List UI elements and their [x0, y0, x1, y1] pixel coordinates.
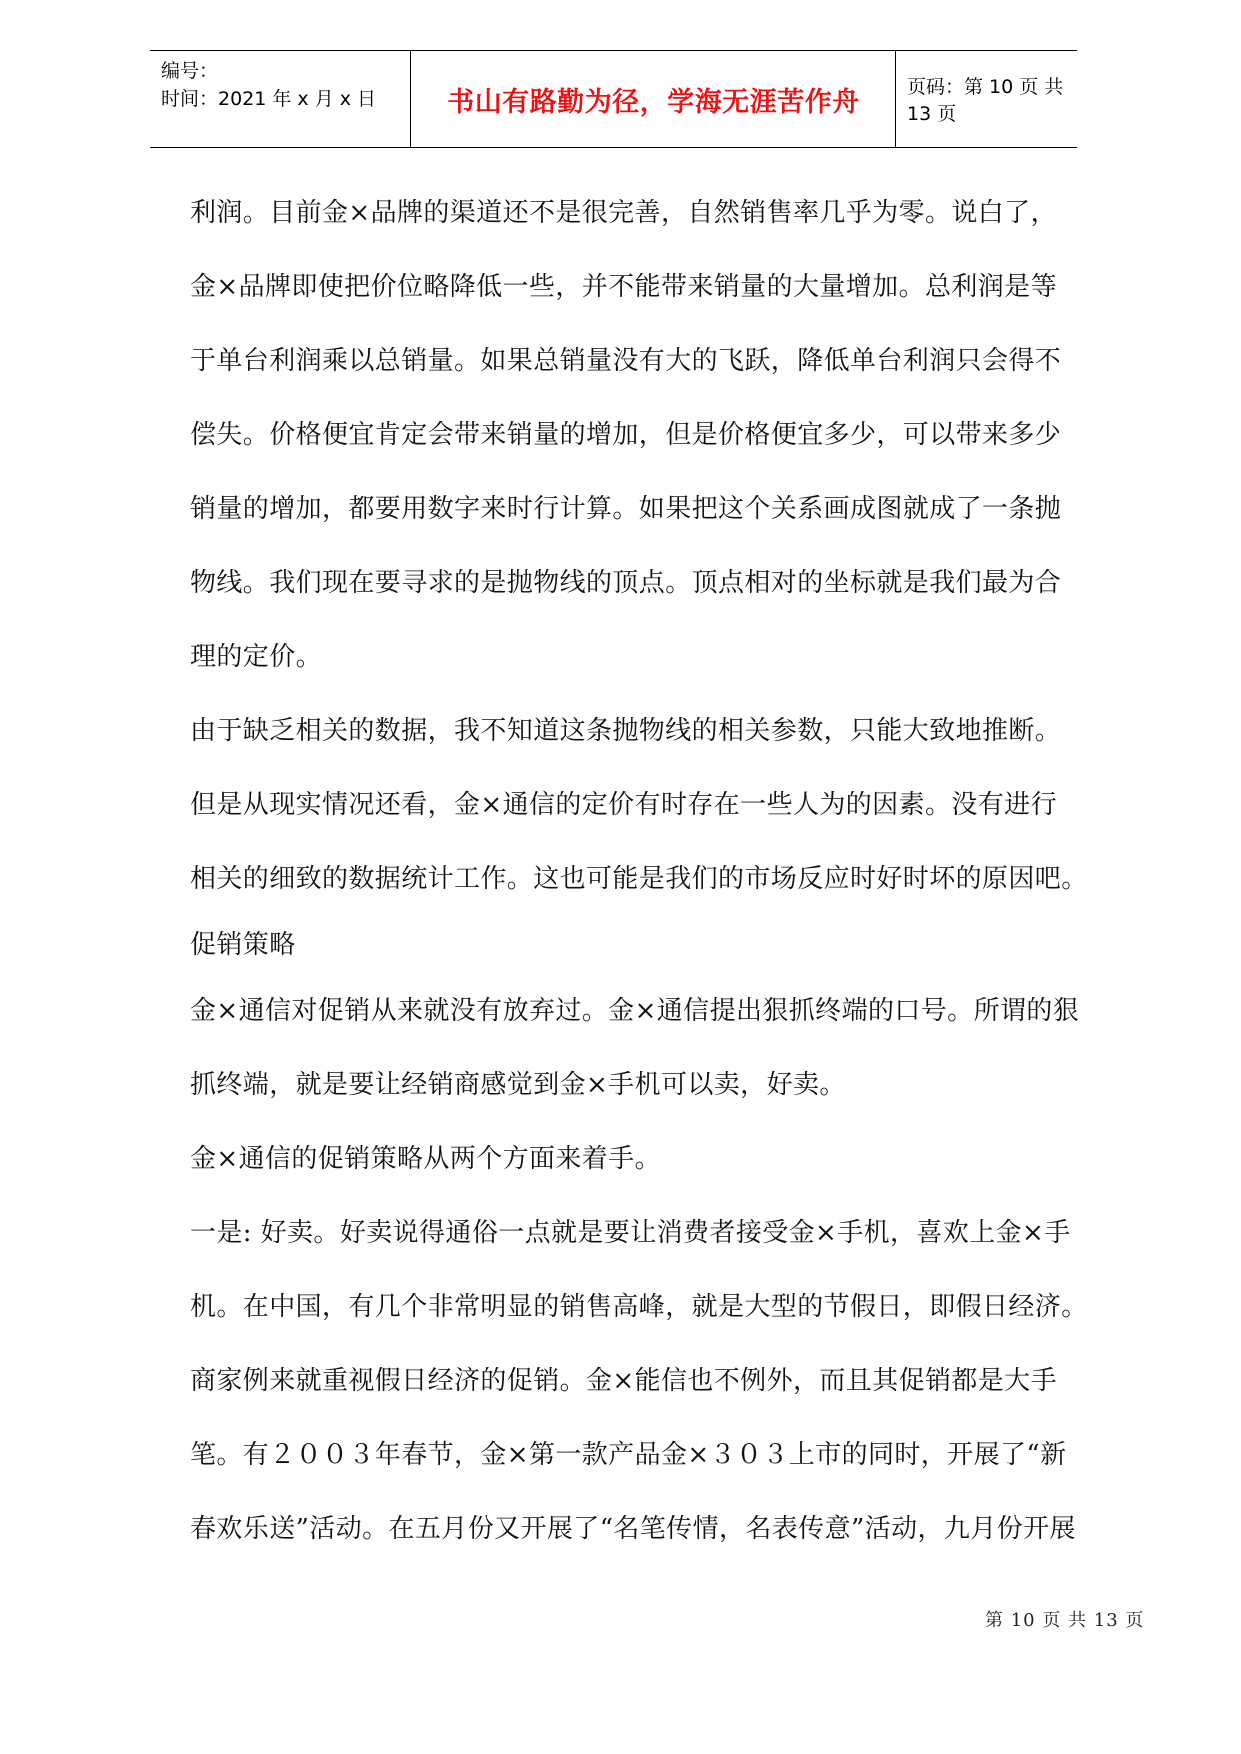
- text-line: 物线。我们现在要寻求的是抛物线的顶点。顶点相对的坐标就是我们最为合: [190, 568, 1062, 598]
- document-body: [190, 182, 1150, 1572]
- text-line: 商家例来就重视假日经济的促销。金×能信也不例外，而且其促销都是大手: [190, 1366, 1057, 1396]
- text-line: 销量的增加，都要用数字来时行计算。如果把这个关系画成图就成了一条抛: [190, 494, 1062, 524]
- header-divider-right: [895, 51, 896, 147]
- text-line: 但是从现实情况还看，金×通信的定价有时存在一些人为的因素。没有进行: [190, 790, 1057, 820]
- text-line: 利润。目前金×品牌的渠道还不是很完善，自然销售率几乎为零。说白了，: [190, 198, 1057, 228]
- date-label: 时间：2021 年 x 月 x 日: [161, 88, 377, 110]
- text-line: 一是: 好卖。好卖说得通俗一点就是要让消费者接受金×手机，喜欢上金×手: [190, 1218, 1071, 1248]
- header-page-code: 页码：第 10 页 共 13 页: [907, 76, 1064, 125]
- text-line: 春欢乐送”活动。在五月份又开展了“名笔传情，名表传意”活动，九月份开展: [190, 1514, 1076, 1544]
- section-heading: 促销策略: [190, 930, 296, 960]
- header-meta: [161, 57, 376, 113]
- text-line: 由于缺乏相关的数据，我不知道这条抛物线的相关参数，只能大致地推断。: [190, 716, 1062, 746]
- text-line: 笔。有２００３年春节，金×第一款产品金×３０３上市的同时，开展了“新: [190, 1440, 1067, 1470]
- serial-number-label: 编号：: [161, 60, 219, 82]
- text-line: 金×通信的促销策略从两个方面来着手。: [190, 1144, 661, 1174]
- header-divider-left: [410, 51, 411, 147]
- text-line: 理的定价。: [190, 642, 323, 672]
- text-line: 于单台利润乘以总销量。如果总销量没有大的飞跃，降低单台利润只会得不: [190, 346, 1062, 376]
- text-line: 金×品牌即使把价位略降低一些，并不能带来销量的大量增加。总利润是等: [190, 272, 1057, 302]
- page-header: [150, 50, 1077, 148]
- text-line: 机。在中国，有几个非常明显的销售高峰，就是大型的节假日，即假日经济。: [190, 1292, 1088, 1322]
- text-line: 相关的细致的数据统计工作。这也可能是我们的市场反应时好时坏的原因吧。: [190, 864, 1088, 894]
- text-line: 抓终端，就是要让经销商感觉到金×手机可以卖，好卖。: [190, 1070, 846, 1100]
- header-motto: 书山有路勤为径，学海无涯苦作舟: [447, 86, 860, 118]
- text-line: 金×通信对促销从来就没有放弃过。金×通信提出狠抓终端的口号。所谓的狠: [190, 996, 1080, 1026]
- page-footer: 第 10 页 共 13 页: [985, 1610, 1145, 1631]
- text-line: 偿失。价格便宜肯定会带来销量的增加，但是价格便宜多少，可以带来多少: [190, 420, 1062, 450]
